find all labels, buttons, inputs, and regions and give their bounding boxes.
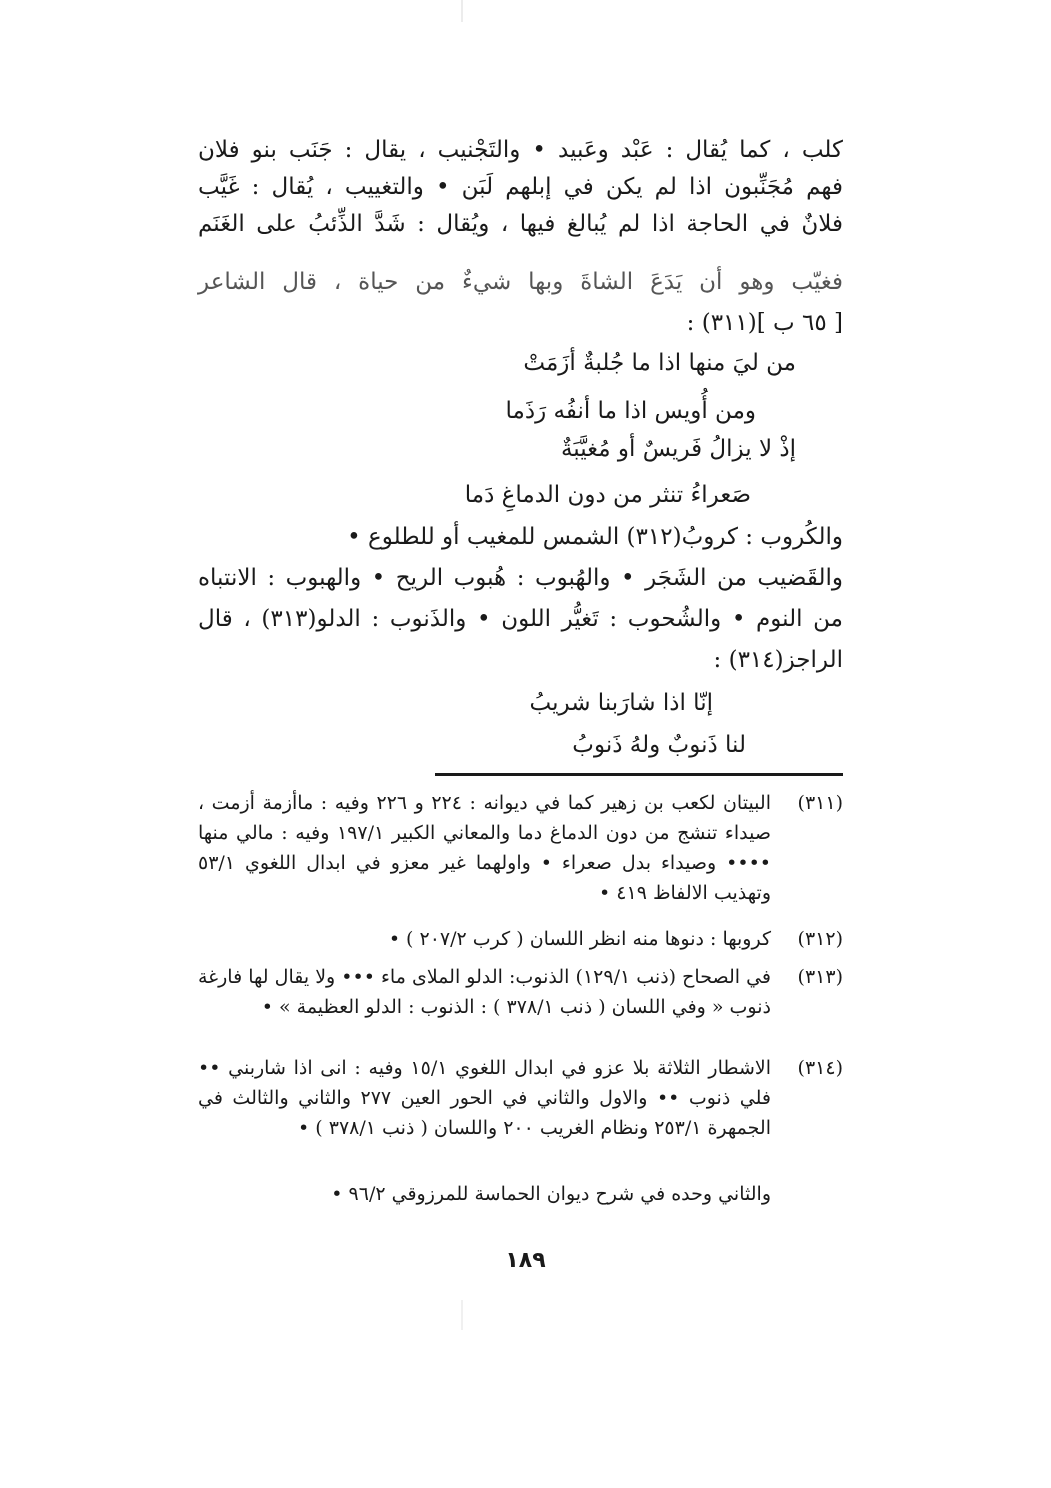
- page-number: ١٨٩: [505, 1248, 546, 1273]
- footnote-text: كروبها : دنوها منه انظر اللسان ( كرب ٢٠٧/٢ ) •: [388, 928, 771, 950]
- body-line-3: فلانٌ في الحاجة اذا لم يُبالغ فيها ، ويُقال : شَدَّ الذِّئبُ على الغَنَم: [198, 211, 843, 237]
- footnote-313: [198, 962, 843, 1022]
- verse-line-4: صَعراءُ تنثر من دون الدماغِ دَما: [464, 482, 751, 508]
- footnote-314: [198, 1053, 843, 1143]
- body-line-7: والقَضيب من الشَجَر • والهُبوب : هُبوب الريح • والهبوب : الانتباه: [198, 565, 843, 591]
- verse-line-1: من ليَ منها اذا ما جُلبةٌ أزَمَتْ: [523, 350, 796, 376]
- verse-line-2: ومن أُويس اذا ما أنفُه رَذَما: [505, 398, 756, 424]
- body-line-9: الراجز(٣١٤) :: [713, 647, 843, 673]
- body-line-1: كلب ، كما يُقال : عَبْد وعَبيد • والتَجْنيب ، يقال : جَنَب بنو فلان: [198, 137, 843, 163]
- body-line-5: [ ٦٥ ب ](٣١١) :: [686, 310, 843, 336]
- footnote-number: (٣١٣): [797, 966, 843, 988]
- body-line-2: فهم مُجَنِّبون اذا لم يكن في إبلهم لَبَن • والتغييب ، يُقال : غَيَّب: [198, 174, 843, 200]
- verse-line-5: إنّا اذا شارَبنا شريبُ: [529, 690, 713, 716]
- footnote-312: [198, 924, 843, 954]
- footnote-separator: [435, 773, 843, 776]
- footnote-number: (٣١٢): [797, 928, 843, 950]
- footnote-continuation: والثاني وحده في شرح ديوان الحماسة للمرزوقي ٩٦/٢ •: [331, 1183, 771, 1205]
- body-line-8: من النوم • والشُحوب : تَغيُّر اللون • والذَنوب : الدلو(٣١٣) ، قال: [198, 606, 843, 632]
- footnote-text: في الصحاح (ذنب ١٢٩/١) الذنوب: الدلو الملاى ماء ••• ولا يقال لها فارغة ذنوب « وفي اللسان ( ذنب ٣٧٨/١ ) : الذنوب : الدلو العظيمة » •: [198, 966, 772, 1018]
- body-line-6: والكُروب : كروبُ(٣١٢) الشمس للمغيب أو للطلوع •: [347, 524, 843, 550]
- footnote-text: الاشطار الثلاثة بلا عزو في ابدال اللغوي ١٥/١ وفيه : انى اذا شاربني •• فلي ذنوب •• والاول والثاني في الحور العين ٢٧٧ والثاني والثالث في الجمهرة ٢٥٣/١ ونظام الغريب ٢٠٠ واللسان ( ذنب ٣٧٨/١ ) •: [198, 1057, 772, 1139]
- verse-line-6: لنا ذَنوبٌ ولهُ ذَنوبُ: [572, 732, 746, 758]
- body-line-4: فغيّب وهو أن يَدَعَ الشاةَ وبها شيءٌ من حياة ، قال الشاعر: [198, 269, 843, 295]
- footnote-text: البيتان لكعب بن زهير كما في ديوانه : ٢٢٤ و ٢٢٦ وفيه : ماأزمة أزمت ، صيداء تنشج من دون الدماغ دما والمعاني الكبير ١٩٧/١ وفيه : مالي منها •••• وصيداء بدل صعراء • واولهما غير معزو في ابدال اللغوي ٥٣/١ وتهذيب الالفاظ ٤١٩ •: [198, 792, 771, 904]
- verse-line-3: إذْ لا يزالُ فَريسٌ أو مُغيَّبَةٌ: [560, 436, 796, 462]
- footnote-number: (٣١١): [797, 792, 843, 814]
- footnote-311: [198, 788, 843, 908]
- footnote-number: (٣١٤): [797, 1057, 843, 1079]
